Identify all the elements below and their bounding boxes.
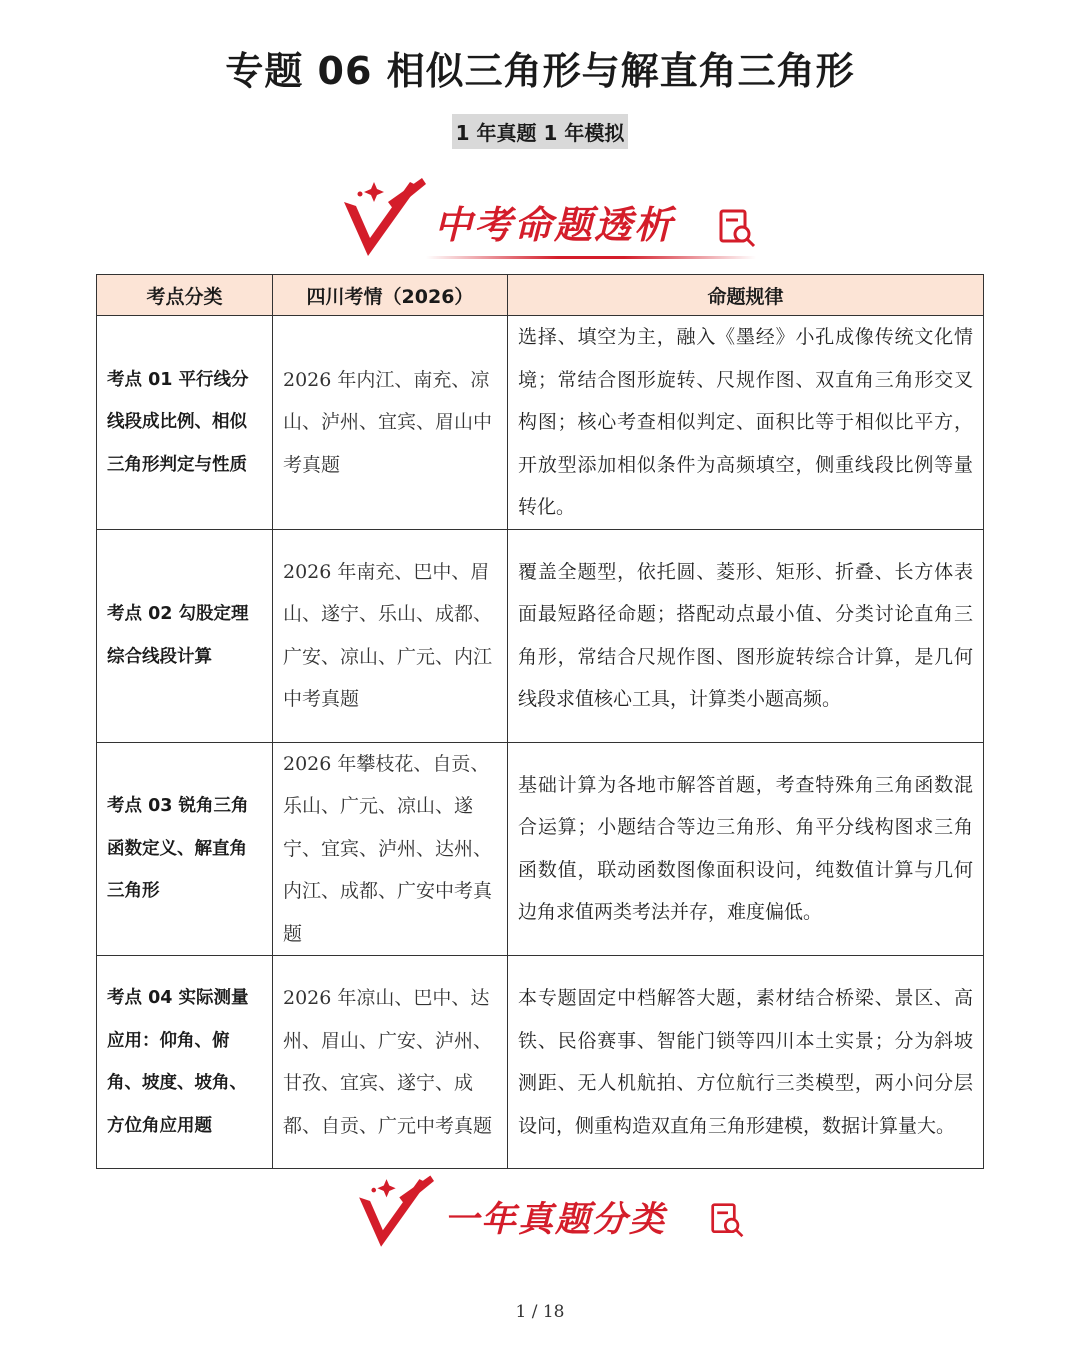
banner-title: 一年真题分类 [444,1200,667,1240]
situation-cell: 2026 年凉山、巴中、达州、眉山、广安、泸州、甘孜、宜宾、遂宁、成都、自贡、广元中考真题 [273,956,508,1169]
table-row [97,316,984,530]
situation-cell: 2026 年内江、南充、凉山、泸州、宜宾、眉山中考真题 [273,316,508,530]
checkmark-logo-icon [346,1170,438,1254]
situation-cell: 2026 年南充、巴中、眉山、遂宁、乐山、成都、广安、凉山、广元、内江中考真题 [273,529,508,742]
banner-title: 中考命题透析 [434,203,675,247]
situation-cell: 2026 年攀枝花、自贡、乐山、广元、凉山、遂宁、宜宾、泸州、达州、内江、成都、广安中考真题 [273,742,508,956]
category-cell: 考点 02 勾股定理综合线段计算 [97,529,273,742]
banner-underline [426,256,756,259]
column-header: 命题规律 [508,275,984,316]
exam-analysis-table [96,274,984,1169]
pattern-cell: 基础计算为各地市解答首题，考查特殊角三角函数混合运算；小题结合等边三角形、角平分线构图求三角函数值，联动函数图像面积设问，纯数值计算与几何边角求值两类考法并存，难度偏低。 [508,742,984,956]
page-title: 专题 06 相似三角形与解直角三角形 [225,49,855,93]
category-cell: 考点 01 平行线分线段成比例、相似三角形判定与性质 [97,316,273,530]
table-row [97,529,984,742]
section-banner-classification [346,1170,756,1254]
pattern-cell: 覆盖全题型，依托圆、菱形、矩形、折叠、长方体表面最短路径命题；搭配动点最小值、分类讨论直角三角形，常结合尺规作图、图形旋转综合计算，是几何线段求值核心工具，计算类小题高频。 [508,529,984,742]
table-row [97,742,984,956]
category-cell: 考点 04 实际测量应用：仰角、俯角、坡度、坡角、方位角应用题 [97,956,273,1169]
search-doc-icon [718,208,758,248]
table-header-row [97,275,984,316]
column-header: 四川考情（2026） [273,275,508,316]
page-subtitle: 1 年真题 1 年模拟 [452,114,629,149]
section-banner-analysis [330,172,760,264]
column-header: 考点分类 [97,275,273,316]
category-cell: 考点 03 锐角三角函数定义、解直角三角形 [97,742,273,956]
pattern-cell: 选择、填空为主，融入《墨经》小孔成像传统文化情境；常结合图形旋转、尺规作图、双直角三角形交叉构图；核心考查相似判定、面积比等于相似比平方，开放型添加相似条件为高频填空，侧重线段比例等量转化。 [508,316,984,530]
checkmark-logo-icon [330,172,430,264]
table-row [97,956,984,1169]
pattern-cell: 本专题固定中档解答大题，素材结合桥梁、景区、高铁、民俗赛事、智能门锁等四川本土实景；分为斜坡测距、无人机航拍、方位航行三类模型，两小问分层设问，侧重构造双直角三角形建模，数据计算量大。 [508,956,984,1169]
page-number: 1 / 18 [515,1302,565,1322]
search-doc-icon [710,1202,746,1238]
